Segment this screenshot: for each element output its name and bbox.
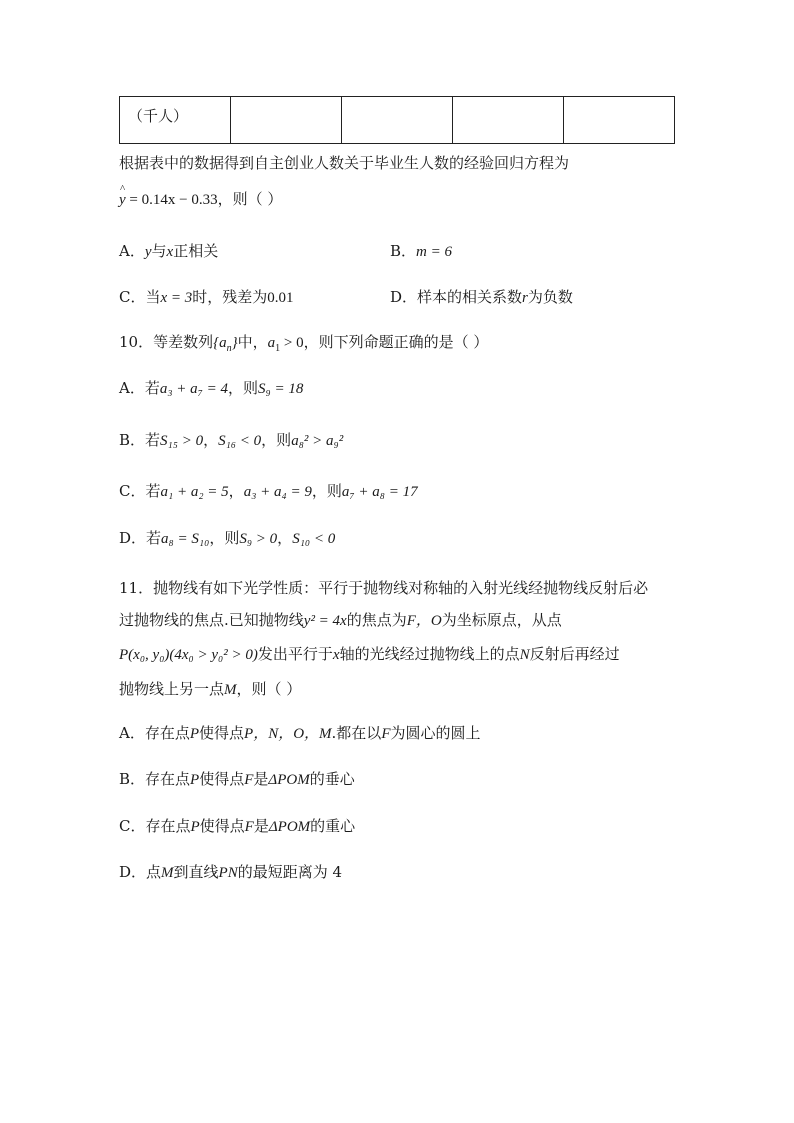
q9-option-d: D．样本的相关系数r为负数 (390, 288, 573, 306)
q11-option-d: D．点M到直线PN的最短距离为 4 (119, 863, 343, 881)
data-table (119, 96, 675, 144)
q11-option-a: A．存在点P使得点P，N，O，M.都在以F为圆心的圆上 (119, 724, 481, 742)
equation-tail: ，则（ ） (217, 190, 283, 208)
q10-option-c: C．若a₁ + a₂ = 5，a₃ + a₄ = 9，则a₇ + a₈ = 17 (119, 482, 418, 500)
y-hat: ^ y (119, 183, 126, 208)
q10-stem: 10．等差数列$\{a_n\}$中，$a_1 > 0$，则下列命题正确的是（ ） (119, 333, 489, 354)
table-cell-empty (564, 97, 675, 144)
table-cell-empty (342, 97, 453, 144)
q11-option-b: B．存在点P使得点F是ΔPOM的垂心 (119, 770, 355, 788)
q10-option-d: D．若a₈ = S₁₀，则S₉ > 0，S₁₀ < 0 (119, 529, 336, 547)
q11-line4: 抛物线上另一点M，则（ ） (119, 680, 302, 698)
table-cell-empty (453, 97, 564, 144)
q9-option-b: B．m = 6 (390, 242, 452, 260)
table-cell-empty (231, 97, 342, 144)
q9-option-c: C．当x = 3时，残差为0.01 (119, 288, 294, 306)
q11-line2: 过抛物线的焦点.已知抛物线y² = 4x的焦点为F，O为坐标原点，从点 (119, 611, 562, 629)
q10-option-a: A．若a₃ + a₇ = 4，则S₉ = 18 (119, 379, 304, 397)
q11-line3: P(x₀, y₀)(4x₀ > y₀² > 0)发出平行于x轴的光线经过抛物线上的点N反射后再经过 (119, 645, 620, 663)
q9-equation (119, 183, 283, 209)
q10-option-b: B．若S₁₅ > 0，S₁₆ < 0，则a₈² > a₉² (119, 431, 344, 449)
table-cell-unit-text: （千人） (128, 107, 189, 125)
table-cell-unit (120, 97, 231, 144)
equation-rest: = 0.14x − 0.33 (125, 192, 218, 208)
q9-option-a: A．y与x正相关 (119, 242, 219, 260)
q11-line1: 11．抛物线有如下光学性质：平行于抛物线对称轴的入射光线经抛物线反射后必 (119, 579, 649, 597)
q11-option-c: C．存在点P使得点F是ΔPOM的重心 (119, 817, 356, 835)
q9-intro: 根据表中的数据得到自主创业人数关于毕业生人数的经验回归方程为 (119, 154, 570, 172)
